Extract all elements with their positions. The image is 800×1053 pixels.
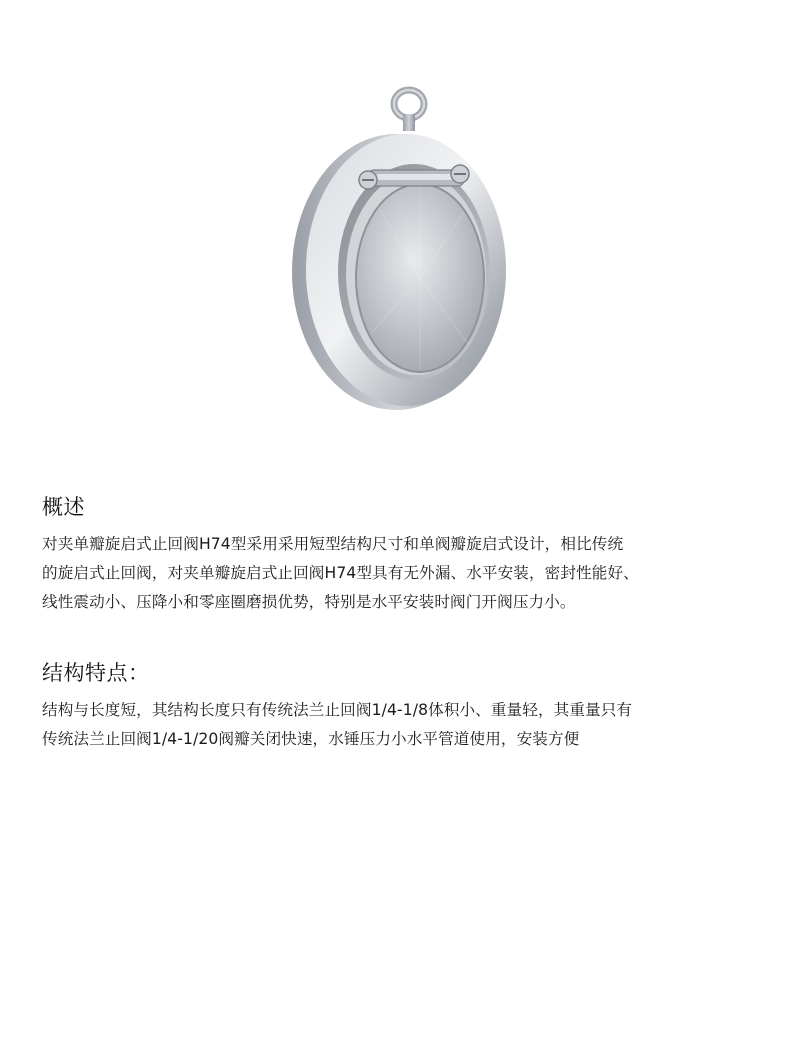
wafer-check-valve-icon [276,82,516,422]
features-section [42,660,762,754]
product-image [276,82,516,422]
overview-line: 的旋启式止回阀，对夹单瓣旋启式止回阀H74型具有无外漏、水平安装，密封性能好、 [42,564,639,582]
overview-section [42,494,762,617]
features-line: 结构与长度短，其结构长度只有传统法兰止回阀1/4-1/8体积小、重量轻，其重量只有 [42,701,633,719]
overview-line: 对夹单瓣旋启式止回阀H74型采用采用短型结构尺寸和单阀瓣旋启式设计，相比传统 [42,535,624,553]
overview-line: 线性震动小、压降小和零座圈磨损优势，特别是水平安装时阀门开阀压力小。 [42,593,576,611]
features-line: 传统法兰止回阀1/4-1/20阀瓣关闭快速，水锤压力小水平管道使用，安装方便 [42,730,580,748]
overview-text [42,530,762,617]
features-title: 结构特点： [42,661,150,685]
features-text [42,696,762,754]
overview-title: 概述 [42,495,85,519]
